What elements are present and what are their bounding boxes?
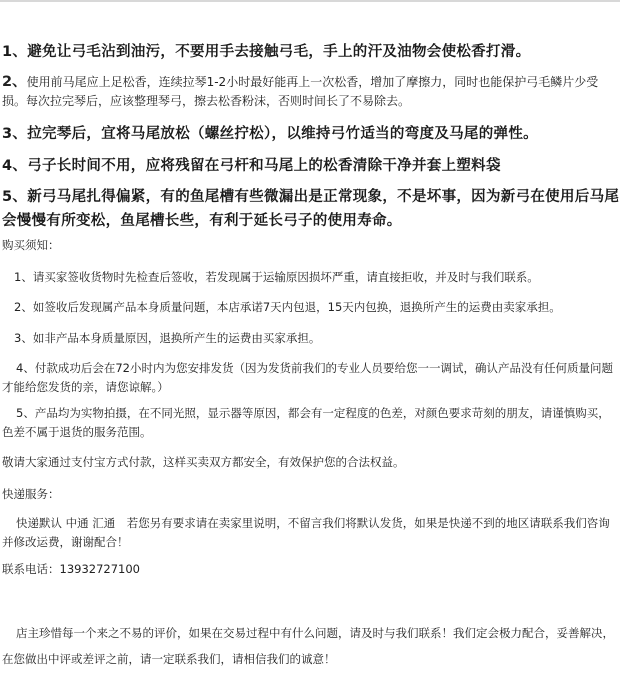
care-tip-2-text: 使用前马尾应上足松香，连续拉琴1-2小时最好能再上一次松香，增加了摩擦力，同时也能保护弓毛鳞片少受损。每次拉完琴后，应该整理琴弓，擦去松香粉沫，否则时间长了不易除去。 xyxy=(2,75,599,108)
care-tip-2-number: 2、 xyxy=(2,74,27,90)
care-tip-1: 1、避免让弓毛沾到油污，不要用手去接触弓毛，手上的汗及油物会使松香打滑。 xyxy=(2,44,531,60)
contact-phone: 13932727100 xyxy=(59,562,140,576)
contact-label: 联系电话： xyxy=(2,562,60,576)
shipping-text: 快递默认 中通 汇通 若您另有要求请在卖家里说明，不留言我们将默认发货，如果是快递不到的地区请联系我们咨询并修改运费，谢谢配合！ xyxy=(2,516,610,549)
purchase-item-5: 5、产品均为实物拍摄，在不同光照，显示器等原因，都会有一定程度的色差，对颜色要求苛刻的朋友，请谨慎购买，色差不属于退货的服务范围。 xyxy=(2,406,610,439)
top-divider xyxy=(0,0,620,13)
purchase-title: 购买须知： xyxy=(2,238,60,252)
care-tip-4: 4、弓子长时间不用，应将残留在弓杆和马尾上的松香清除干净并套上塑料袋 xyxy=(2,158,501,174)
care-tip-5: 5、新弓马尾扎得偏紧，有的鱼尾槽有些微漏出是正常现象，不是坏事，因为新弓在使用后马尾会慢慢有所变松，鱼尾槽长些，有利于延长弓子的使用寿命。 xyxy=(2,189,620,229)
alipay-note: 敬请大家通过支付宝方式付款，这样买卖双方都安全，有效保护您的合法权益。 xyxy=(2,455,405,469)
purchase-item-3: 3、如非产品本身质量原因，退换所产生的运费由买家承担。 xyxy=(14,331,321,345)
contact-line xyxy=(0,560,620,579)
closing-note: 店主珍惜每一个来之不易的评价，如果在交易过程中有什么问题，请及时与我们联系！我们定会极力配合，妥善解决，在您做出中评或差评之前，请一定联系我们，请相信我们的诚意！ xyxy=(2,626,614,666)
shipping-title: 快递服务： xyxy=(2,487,60,501)
care-tip-3: 3、拉完琴后，宜将马尾放松（螺丝拧松），以维持弓竹适当的弯度及马尾的弹性。 xyxy=(2,126,538,142)
purchase-item-1: 1、请买家签收货物时先检查后签收，若发现属于运输原因损坏严重，请直接拒收，并及时与我们联系。 xyxy=(14,270,539,284)
care-tip-2 xyxy=(0,73,620,111)
purchase-item-2: 2、如签收后发现属产品本身质量问题，本店承诺7天内包退，15天内包换，退换所产生的运费由卖家承担。 xyxy=(14,300,561,314)
purchase-item-4: 4、付款成功后会在72小时内为您安排发货（因为发货前我们的专业人员要给您一一调试，确认产品没有任何质量问题才能给您发货的亲，请您谅解。） xyxy=(2,361,613,394)
